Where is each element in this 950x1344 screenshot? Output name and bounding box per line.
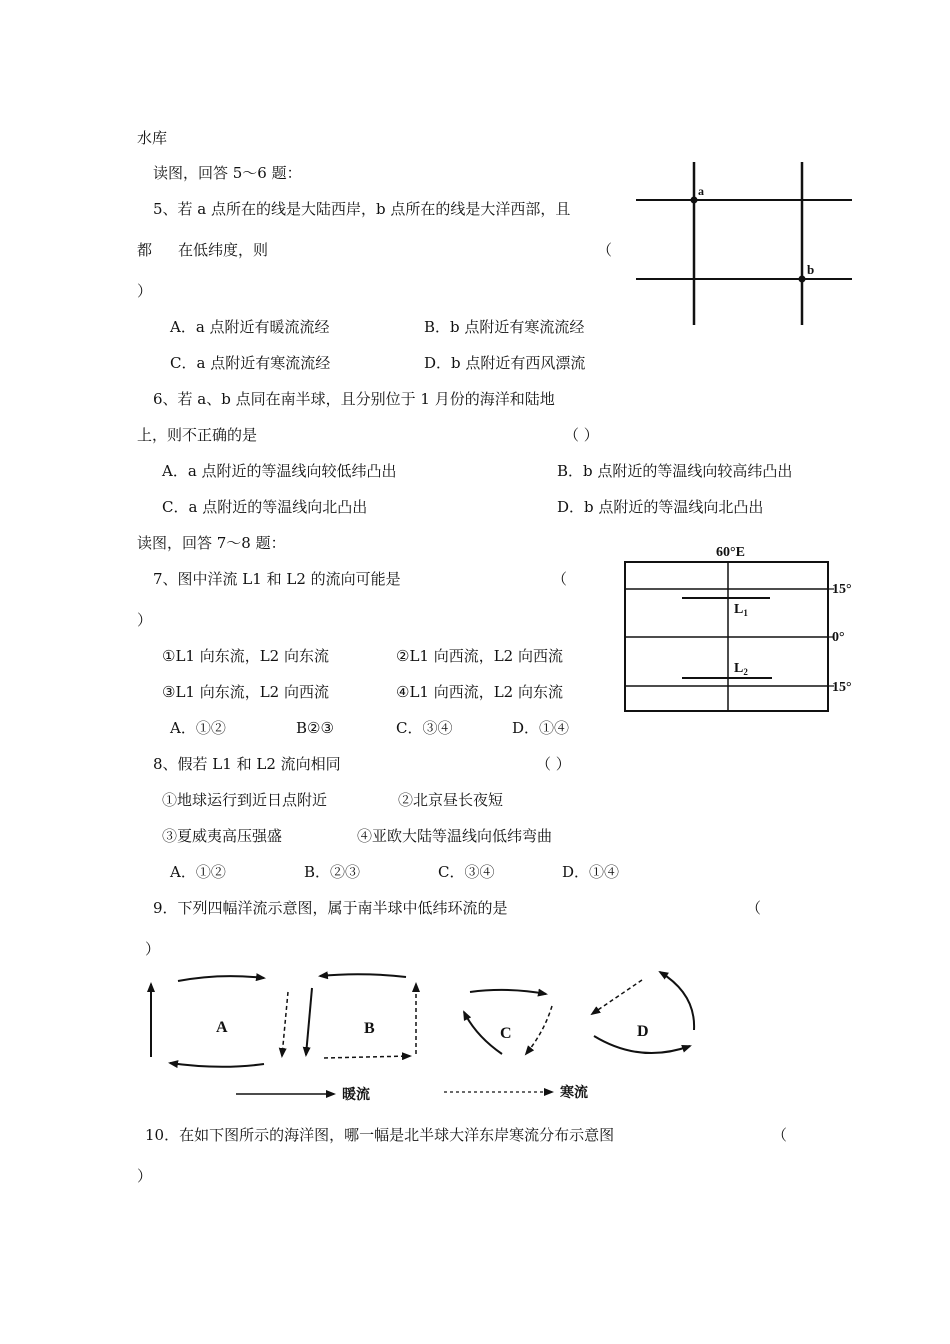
q7-option-c: C．③④	[396, 719, 453, 737]
q9-answer-paren-open: （	[746, 899, 762, 917]
diagram-c-label: C	[500, 1025, 512, 1042]
q8-statement-2: ②北京昼长夜短	[398, 791, 504, 809]
q7-option-d: D．①④	[512, 719, 570, 737]
coastline-grid-figure	[636, 160, 856, 330]
q8-option-a: A．①②	[170, 863, 226, 881]
q5-option-b: B．b 点附近有寒流流经	[424, 318, 585, 336]
diagram-d-label: D	[637, 1023, 649, 1040]
q7-statement-4: ④L1 向西流，L2 向东流	[396, 683, 563, 701]
q7-statement-1: ①L1 向东流，L2 向东流	[162, 647, 329, 665]
q10-answer-paren-close: ）	[137, 1167, 153, 1185]
q5-stem: 5、若 a 点所在的线是大陆西岸，b 点所在的线是大洋西部，且	[153, 200, 571, 218]
q7-statement-3: ③L1 向东流，L2 向西流	[162, 683, 329, 701]
q9-answer-paren-close: ）	[145, 940, 161, 958]
q9-stem: 9．下列四幅洋流示意图，属于南半球中低纬环流的是	[153, 899, 508, 917]
q10-stem: 10．在如下图所示的海洋图，哪一幅是北半球大洋东岸寒流分布示意图	[145, 1126, 615, 1144]
latitude-label-bottom: 15°	[832, 680, 852, 695]
diagram-a	[151, 976, 288, 1067]
line-reservoir: 水库	[137, 129, 168, 147]
q8-statement-4: ④亚欧大陆等温线向低纬弯曲	[357, 827, 553, 845]
q7-answer-paren-close: ）	[137, 611, 153, 629]
q6-stem-cont: 上，则不正确的是	[137, 426, 258, 444]
diagram-c	[464, 990, 552, 1054]
q5-option-d: D．b 点附近有西风漂流	[424, 354, 586, 372]
q56-intro: 读图，回答 5～6 题：	[153, 164, 302, 182]
legend-warm-label: 暖流	[342, 1088, 370, 1103]
diagram-d	[592, 972, 694, 1053]
q8-option-c: C．③④	[438, 863, 495, 881]
q6-option-c: C．a 点附近的等温线向北凸出	[162, 498, 368, 516]
q5-answer-paren-open: （	[597, 241, 613, 259]
point-a-label: a	[698, 184, 704, 198]
q8-statement-3: ③夏威夷高压强盛	[162, 827, 283, 845]
point-a-marker	[691, 197, 698, 204]
legend	[236, 1084, 588, 1103]
latitude-label-top: 15°	[832, 582, 852, 597]
q78-intro: 读图，回答 7～8 题：	[137, 534, 286, 552]
q7-option-a: A．①②	[170, 719, 226, 737]
latitude-label-equator: 0°	[832, 630, 845, 645]
q5-option-c: C．a 点附近有寒流流经	[170, 354, 331, 372]
q8-stem: 8、假若 L1 和 L2 流向相同	[153, 755, 341, 773]
diagram-a-label: A	[216, 1019, 228, 1036]
q7-stem: 7、图中洋流 L1 和 L2 的流向可能是	[153, 570, 401, 588]
ocean-gyre-diagrams	[140, 962, 710, 1112]
q8-answer-paren: （ ）	[536, 755, 571, 773]
legend-cold-label: 寒流	[560, 1086, 588, 1101]
q8-option-d: D．①④	[562, 863, 620, 881]
q6-answer-paren: （ ）	[564, 426, 599, 444]
q5-option-a: A．a 点附近有暖流流经	[170, 318, 330, 336]
longitude-label: 60°E	[716, 545, 745, 560]
q6-option-b: B．b 点附近的等温线向较高纬凸出	[557, 462, 793, 480]
current-l2-label: $L_2$	[734, 661, 748, 677]
q7-answer-paren-open: （	[552, 570, 568, 588]
diagram-b-label: B	[364, 1020, 375, 1037]
q8-option-b: B．②③	[304, 863, 361, 881]
q5-stem-cont-1: 都	[137, 241, 153, 259]
q6-option-d: D．b 点附近的等温线向北凸出	[557, 498, 764, 516]
current-l1-label: $L_1$	[734, 602, 748, 618]
ocean-current-l1-l2-figure	[622, 540, 892, 720]
q5-stem-cont-2: 在低纬度，则	[178, 241, 269, 259]
point-b-marker	[799, 276, 806, 283]
q7-statement-2: ②L1 向西流，L2 向西流	[396, 647, 563, 665]
q10-answer-paren-open: （	[772, 1126, 788, 1144]
q6-option-a: A．a 点附近的等温线向较低纬凸出	[162, 462, 397, 480]
q7-option-b: B②③	[296, 719, 334, 737]
point-b-label: b	[807, 262, 815, 277]
diagram-b	[306, 974, 416, 1058]
q5-answer-paren-close: ）	[137, 282, 153, 300]
q8-statement-1: ①地球运行到近日点附近	[162, 791, 328, 809]
q6-stem: 6、若 a、b 点同在南半球，且分别位于 1 月份的海洋和陆地	[153, 390, 555, 408]
